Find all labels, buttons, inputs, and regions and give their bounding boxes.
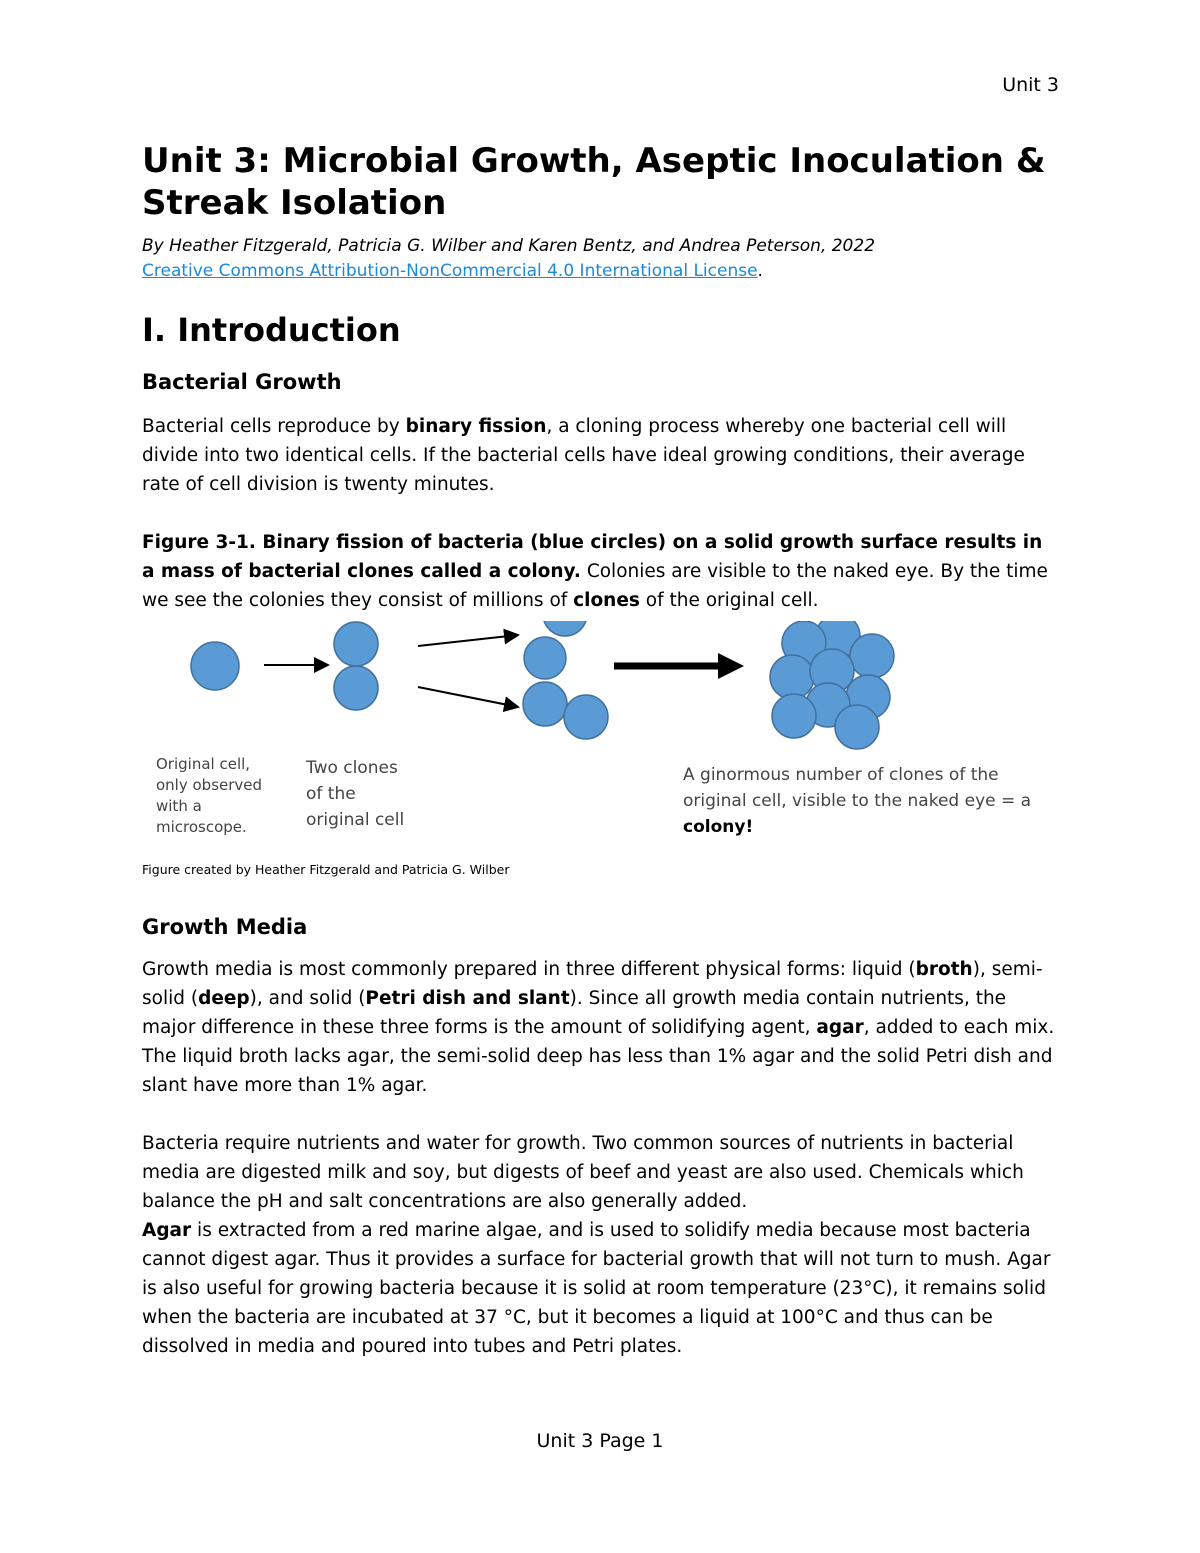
text-run: ), and solid ( (249, 988, 366, 1009)
clone-cell-bottom (334, 666, 378, 710)
figure-caption (142, 528, 1060, 615)
colony-cell-9 (835, 705, 879, 749)
term-clones: clones (573, 590, 640, 611)
text-run: Colonies are visible to the naked eye. By the time we see the colonies they consist of millions of (142, 561, 1048, 611)
colony-cell-4 (770, 655, 814, 699)
bacterial-growth-heading: Bacterial Growth (142, 370, 342, 394)
license-link[interactable]: Creative Commons Attribution-NonCommercial 4.0 International License (142, 261, 758, 281)
binary-fission-figure (142, 621, 1060, 861)
four-cell-2 (524, 637, 566, 679)
text-run: ), semi-solid ( (142, 959, 1043, 1009)
agar-paragraph (142, 1216, 1060, 1361)
document-title: Unit 3: Microbial Growth, Aseptic Inoculation & Streak Isolation (142, 141, 1046, 223)
label-two-clones: Two clones of the original cell (306, 758, 405, 830)
colony-cell-3 (850, 634, 894, 678)
figure-caption-title: Figure 3-1. Binary fission of bacteria (blue circles) on a solid growth surface results in a mass of bacterial clones called a colony. (142, 532, 1043, 582)
authors-line: By Heather Fitzgerald, Patricia G. Wilber and Karen Bentz, and Andrea Peterson, 2022 (142, 236, 876, 256)
term-agar-lead: Agar (142, 1220, 192, 1241)
term-binary-fission: binary fission (405, 416, 547, 437)
label-original-cell: Original cell, only observed with a microscope. (156, 755, 263, 836)
term-broth: broth (915, 959, 973, 980)
text-run: Growth media is most commonly prepared in three different physical forms: liquid ( (142, 959, 916, 980)
page-footer: Unit 3 Page 1 (536, 1430, 664, 1452)
text-run: Bacterial cells reproduce by (142, 416, 406, 437)
page-content (142, 140, 1060, 1361)
term-deep: deep (198, 988, 250, 1009)
text-run: ). Since all growth media contain nutrients, the major difference in these three forms is the amount of solidifying agent, (142, 988, 1007, 1038)
clone-cell-top (334, 622, 378, 666)
colony-cell-8 (772, 694, 816, 738)
arrow-3-head (718, 653, 744, 679)
license-line (142, 258, 1060, 284)
arrow-2-lower (418, 687, 518, 707)
text-run: A ginormous number of clones of the original cell, visible to the naked eye = a (683, 765, 1032, 811)
running-header: Unit 3 (1002, 74, 1059, 96)
growth-media-paragraph (142, 955, 1060, 1100)
four-cell-3 (523, 682, 567, 726)
figure-credit: Figure created by Heather Fitzgerald and Patricia G. Wilber (142, 862, 510, 877)
four-cell-4 (564, 695, 608, 739)
introduction-heading: I. Introduction (142, 311, 401, 349)
text-run: , added to each mix. The liquid broth lacks agar, the semi-solid deep has less than 1% agar and the solid Petri dish and slant have more than 1% agar. (142, 1017, 1055, 1096)
term-petri-slant: Petri dish and slant (365, 988, 570, 1009)
four-cell-1 (543, 621, 587, 636)
term-colony: colony! (683, 817, 754, 837)
text-run: is extracted from a red marine algae, and is used to solidify media because most bacteria cannot digest agar. Thus it provides a surface for bacterial growth that will not turn to mush. Agar is also useful for growing bacteria because it is solid at room temperature (23°C), it remains solid when the bacteria are incubated at 37 °C, but it becomes a liquid at 100°C and thus can be dissolved in media and poured into tubes and Petri plates. (142, 1220, 1051, 1357)
text-run: of the original cell. (639, 590, 819, 611)
growth-media-heading: Growth Media (142, 915, 308, 939)
label-colony (683, 762, 1033, 840)
arrow-2-upper (418, 635, 518, 646)
license-period: . (757, 261, 763, 281)
binary-fission-paragraph (142, 412, 1060, 499)
text-run: , a cloning process whereby one bacterial cell will divide into two identical cells. If the bacterial cells have ideal growing conditions, their average rate of cell division is twenty minutes. (142, 416, 1025, 495)
nutrients-paragraph: Bacteria require nutrients and water for growth. Two common sources of nutrients in bacterial media are digested milk and soy, but digests of beef and yeast are also used. Chemicals which balance the pH and salt concentrations are also generally added. (142, 1133, 1024, 1212)
original-cell-circle (191, 642, 239, 690)
term-agar: agar (816, 1017, 864, 1038)
